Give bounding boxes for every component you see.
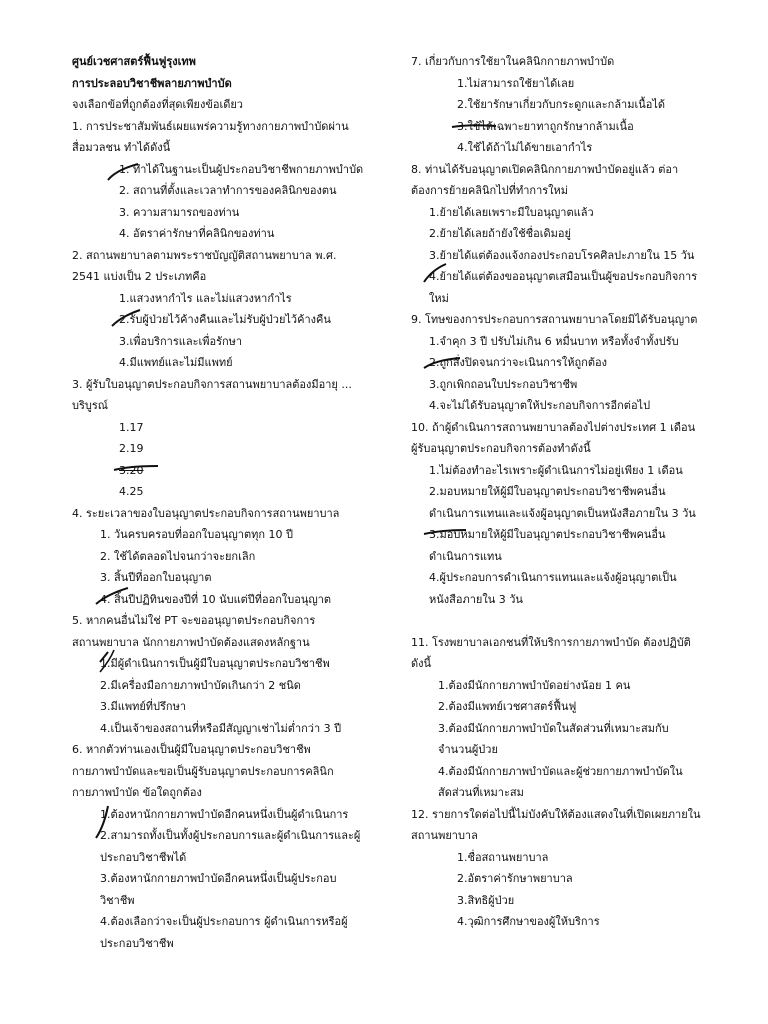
q6-text-cont-2: กายภาพบำบัด ข้อใดถูกต้อง xyxy=(72,786,202,799)
q9-option-2: 2.ถูกสั่งปิดจนกว่าจะเนินการให้ถูกต้อง xyxy=(429,356,607,369)
q8-text: 8. ท่านได้รับอนุญาตเปิดคลินิกกายภาพบำบัดอยู่แล้ว ต่อา xyxy=(411,163,679,176)
q10-option-2-cont: ดำเนินการแทนและแจ้งผู้อนุญาตเป็นหนังสือภายใน 3 วัน xyxy=(429,507,696,520)
q12-option-3: 3.สิทธิผู้ป่วย xyxy=(457,894,515,907)
q4-text: 4. ระยะเวลาของใบอนุญาตประกอบกิจการสถานพยาบาล xyxy=(72,507,340,520)
instruction: จงเลือกข้อที่ถูกต้องที่สุดเพียงข้อเดียว xyxy=(72,98,243,111)
q11-option-3: 3.ต้องมีนักกายภาพบำบัดในสัดส่วนที่เหมาะสมกับ xyxy=(438,722,669,735)
q9-option-1: 1.จำคุก 3 ปี ปรับไม่เกิน 6 หมื่นบาท หรือทั้งจำทั้งปรับ xyxy=(429,335,679,348)
q10-text: 10. ถ้าผู้ดำเนินการสถานพยาบาลต้องไปต่างประเทศ 1 เดือน xyxy=(411,421,696,434)
q6-option-4: 4.ต้องเลือกว่าจะเป็นผู้ประกอบการ ผู้ดำเนินการหรือผู้ xyxy=(100,915,348,928)
q3-text-cont: บริบูรณ์ xyxy=(72,399,108,412)
q7-option-2: 2.ใช้ยารักษาเกี่ยวกับกระดูกและกล้ามเนื้อได้ xyxy=(457,98,666,111)
q11-text-cont: ดังนี้ xyxy=(411,657,432,670)
q8-option-3: 3.ย้ายได้แต่ต้องแจ้งกองประกอบโรคศิลปะภายใน 15 วัน xyxy=(429,249,695,262)
q4-option-3: 3. สิ้นปีที่ออกใบอนุญาต xyxy=(100,571,212,584)
q9-option-3: 3.ถูกเพิกถอนใบประกอบวิชาชีพ xyxy=(429,378,578,391)
q1-option-1: 1. ทำได้ในฐานะเป็นผู้ประกอบวิชาชีพกายภาพบำบัด xyxy=(119,163,364,176)
q11-option-4-cont: สัดส่วนที่เหมาะสม xyxy=(438,786,524,799)
q7-text: 7. เกี่ยวกับการใช้ยาในคลินิกกายภาพบำบัด xyxy=(411,55,615,68)
q1-option-2: 2. สถานที่ตั้งและเวลาทำการของคลินิกของตน xyxy=(119,184,337,197)
q5-option-4: 4.เป็นเจ้าของสถานที่หรือมีสัญญาเช่าไม่ต่ำกว่า 3 ปี xyxy=(100,722,342,735)
q5-option-2: 2.มีเครื่องมือกายภาพบำบัดเกินกว่า 2 ชนิด xyxy=(100,679,301,692)
q10-option-3: 3.มอบหมายให้ผู้มีใบอนุญาตประกอบวิชาชีพคนอื่น xyxy=(429,528,666,541)
q6-text: 6. หากตัวท่านเองเป็นผู้มีใบอนุญาตประกอบวิชาชีพ xyxy=(72,743,311,756)
q8-option-1: 1.ย้ายได้เลยเพราะมีใบอนุญาตแล้ว xyxy=(429,206,594,219)
q10-option-2: 2.มอบหมายให้ผู้มีใบอนุญาตประกอบวิชาชีพคนอื่น xyxy=(429,485,666,498)
q9-text: 9. โทษของการประกอบการสถานพยาบาลโดยมิได้รับอนุญาต xyxy=(411,313,698,326)
q11-option-1: 1.ต้องมีนักกายภาพบำบัดอย่างน้อย 1 คน xyxy=(438,679,631,692)
q8-option-4: 4.ย้ายได้แต่ต้องขออนุญาตเสมือนเป็นผู้ขอประกอบกิจการ xyxy=(429,270,698,283)
q12-text: 12. รายการใดต่อไปนี้ไม่บังคับให้ต้องแสดงในที่เปิดเผยภายใน xyxy=(411,808,701,821)
q3-text: 3. ผู้รับใบอนุญาตประกอบกิจการสถานพยาบาลต้องมีอายุ ... xyxy=(72,378,352,391)
q12-text-cont: สถานพยาบาล xyxy=(411,829,478,842)
header-org: ศูนย์เวชศาสตร์ฟื้นฟูรุงเทพ xyxy=(72,55,196,68)
q3-option-1: 1.17 xyxy=(119,421,144,434)
q6-option-2: 2.สามารถทั้งเป็นทั้งผู้ประกอบการและผู้ดำเนินการและผู้ xyxy=(100,829,361,842)
q6-option-4-cont: ประกอบวิชาชีพ xyxy=(100,937,174,950)
q1-text: 1. การประชาสัมพันธ์เผยแพร่ความรู้ทางกายภาพบำบัดผ่าน xyxy=(72,120,349,133)
q2-text-cont: 2541 แบ่งเป็น 2 ประเภทคือ xyxy=(72,270,207,283)
q7-option-4: 4.ใช้ได้ถ้าไม่ได้ขายเอากำไร xyxy=(457,141,593,154)
q12-option-2: 2.อัตราค่ารักษาพยาบาล xyxy=(457,872,573,885)
q11-option-2: 2.ต้องมีแพทย์เวชศาสตร์ฟื้นฟู xyxy=(438,700,577,713)
q2-text: 2. สถานพยาบาลตามพระราชบัญญัติสถานพยาบาล พ.ศ. xyxy=(72,249,337,262)
q3-option-3: 3.20 xyxy=(119,464,144,477)
q3-option-4: 4.25 xyxy=(119,485,144,498)
q12-option-4: 4.วุฒิการศึกษาของผู้ให้บริการ xyxy=(457,915,600,928)
q7-option-1: 1.ไม่สามารถใช้ยาได้เลย xyxy=(457,77,575,90)
q11-option-3-cont: จำนวนผู้ป่วย xyxy=(438,743,498,756)
q1-option-4: 4. อัตราค่ารักษาที่คลินิกของท่าน xyxy=(119,227,275,240)
q6-option-3-cont: วิชาชีพ xyxy=(100,894,135,907)
q10-option-1: 1.ไม่ต้องทำอะไรเพราะผู้ดำเนินการไม่อยู่เพียง 1 เดือน xyxy=(429,464,683,477)
q5-text: 5. หากคนอื่นไม่ใช่ PT จะขออนุญาตประกอบกิจการ xyxy=(72,614,316,627)
q11-text: 11. โรงพยาบาลเอกชนที่ให้บริการกายภาพบำบัด ต้องปฏิบัติ xyxy=(411,636,691,649)
q10-option-4-cont: หนังสือภายใน 3 วัน xyxy=(429,593,523,606)
q2-option-4: 4.มีแพทย์และไม่มีแพทย์ xyxy=(119,356,233,369)
q5-option-1: 1.มีผู้ดำเนินการเป็นผู้มีใบอนุญาตประกอบวิชาชีพ xyxy=(100,657,330,670)
q5-option-3: 3.มีแพทย์ที่ปรึกษา xyxy=(100,700,187,713)
q7-option-3: 3.ใช้ได้เฉพาะยาทาถูกรักษากล้ามเนื้อ xyxy=(457,120,634,133)
q5-text-cont: สถานพยาบาล นักกายภาพบำบัดต้องแสดงหลักฐาน xyxy=(72,636,310,649)
q4-option-4: 4. สิ้นปีปฏิทินของปีที่ 10 นับแต่ปีที่ออกใบอนุญาต xyxy=(100,593,332,606)
q6-option-2-cont: ประกอบวิชาชีพได้ xyxy=(100,851,187,864)
header-subject: การประลอบวิชาชีพลายภาพบำบัด xyxy=(72,77,232,90)
q2-option-3: 3.เพื่อบริการและเพื่อรักษา xyxy=(119,335,243,348)
q10-option-3-cont: ดำเนินการแทน xyxy=(429,550,502,563)
q9-option-4: 4.จะไม่ได้รับอนุญาตให้ประกอบกิจการอีกต่อไป xyxy=(429,399,651,412)
q10-option-4: 4.ผู้ประกอบการดำเนินการแทนและแจ้งผู้อนุญาตเป็น xyxy=(429,571,677,584)
q10-text-cont: ผู้รับอนุญาตประกอบกิจการต้องทำดังนี้ xyxy=(411,442,591,455)
q4-option-2: 2. ใช้ได้ตลอดไปจนกว่าจะยกเลิก xyxy=(100,550,256,563)
q3-option-2: 2.19 xyxy=(119,442,144,455)
q6-text-cont: กายภาพบำบัดและขอเป็นผู้รับอนุญาตประกอบการคลินิก xyxy=(72,765,334,778)
q8-option-2: 2.ย้ายได้เลยถ้ายังใช้ชื่อเดิมอยู่ xyxy=(429,227,571,240)
q4-option-1: 1. วันครบครอบที่ออกใบอนุญาตทุก 10 ปี xyxy=(100,528,293,541)
q12-option-1: 1.ชื่อสถานพยาบาล xyxy=(457,851,549,864)
q1-option-3: 3. ความสามารถของท่าน xyxy=(119,206,240,219)
q8-text-cont: ต้องการย้ายคลินิกไปที่ทำการใหม่ xyxy=(411,184,569,197)
q1-text-cont: สื่อมวลชน ทำได้ดังนี้ xyxy=(72,141,171,154)
q8-option-4-cont: ใหม่ xyxy=(429,292,449,305)
q2-option-1: 1.แสวงหากำไร และไม่แสวงหากำไร xyxy=(119,292,292,305)
q11-option-4: 4.ต้องมีนักกายภาพบำบัดและผู้ช่วยกายภาพบำบัดใน xyxy=(438,765,683,778)
q6-option-3: 3.ต้องหานักกายภาพบำบัดอีกคนหนึ่งเป็นผู้ประกอบ xyxy=(100,872,337,885)
q6-option-1: 1.ต้องหานักกายภาพบำบัดอีกคนหนึ่งเป็นผู้ดำเนินการ xyxy=(100,808,349,821)
q2-option-2: 2.รับผู้ป่วยไว้ค้างคืนและไม่รับผู้ป่วยไว้ค้างคืน xyxy=(119,313,331,326)
